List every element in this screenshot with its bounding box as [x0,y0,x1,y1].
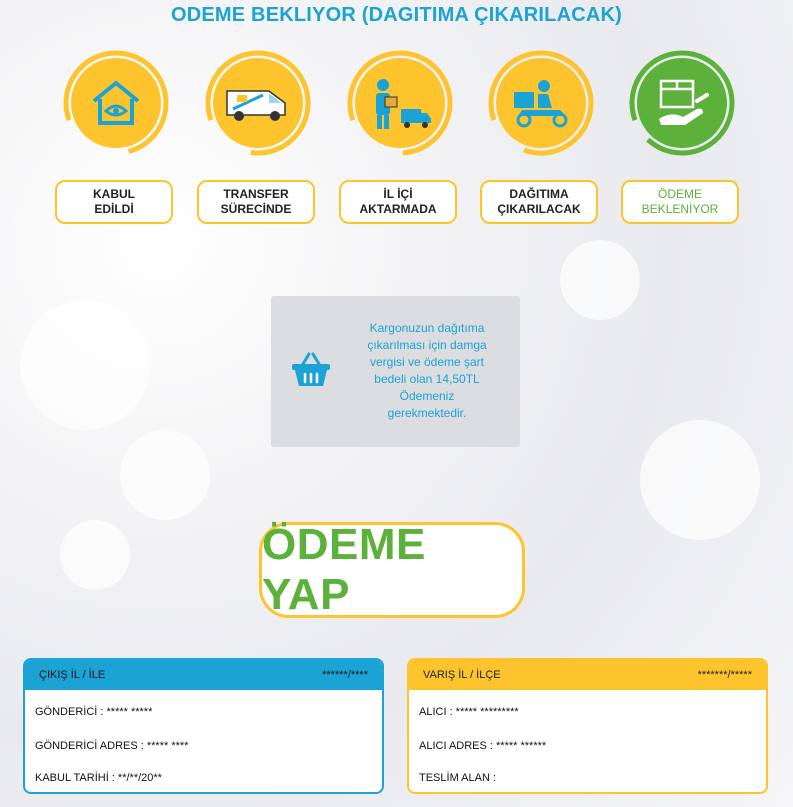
sender-field: GÖNDERİCİ : ***** ***** [35,706,153,718]
destination-card [407,658,768,794]
step-label: ÖDEME BEKLENİYOR [621,180,739,224]
step-label: TRANSFER SÜRECİNDE [197,180,315,224]
hand-package-icon [637,58,727,148]
step-label: DAĞITIMA ÇIKARILACAK [480,180,598,224]
step-in-city [335,50,465,230]
step-out-for-delivery [476,50,606,230]
origin-card-header [25,660,382,690]
page-title: ODEME BEKLIYOR (DAGITIMA ÇIKARILACAK) [170,4,623,26]
delivery-van-icon [213,58,303,148]
pay-button[interactable]: ÖDEME YAP [259,522,525,618]
destination-header-value: *******/***** [697,669,752,681]
origin-header-value: ******/**** [322,669,368,681]
delivered-to-field: TESLİM ALAN : [419,772,497,784]
worker-truck-icon [355,58,445,148]
step-accepted [51,50,181,230]
house-eye-icon [71,58,161,148]
courier-scooter-icon [496,58,586,148]
basket-icon [291,352,331,393]
step-awaiting-payment [617,50,747,230]
step-transfer [193,50,323,230]
origin-card [23,658,384,794]
origin-header-label: ÇIKIŞ İL / İLE [39,669,106,681]
step-label: İL İÇİ AKTARMADA [339,180,457,224]
destination-card-header [409,660,766,690]
step-label: KABUL EDİLDİ [55,180,173,224]
payment-info-text: Kargonuzun dağıtıma çıkarılması için damga vergisi ve ödeme şart bedeli olan 14,50TL Ödemeniz gerekmektedir. [367,321,487,420]
receiver-field: ALICI : ***** ********* [419,706,519,718]
destination-header-label: VARIŞ İL / İLÇE [423,669,501,681]
receiver-address-field: ALICI ADRES : ***** ****** [419,740,547,752]
sender-address-field: GÖNDERİCİ ADRES : ***** **** [35,740,189,752]
payment-info-box [271,296,520,447]
accept-date-field: KABUL TARİHİ : **/**/20** [35,772,162,784]
